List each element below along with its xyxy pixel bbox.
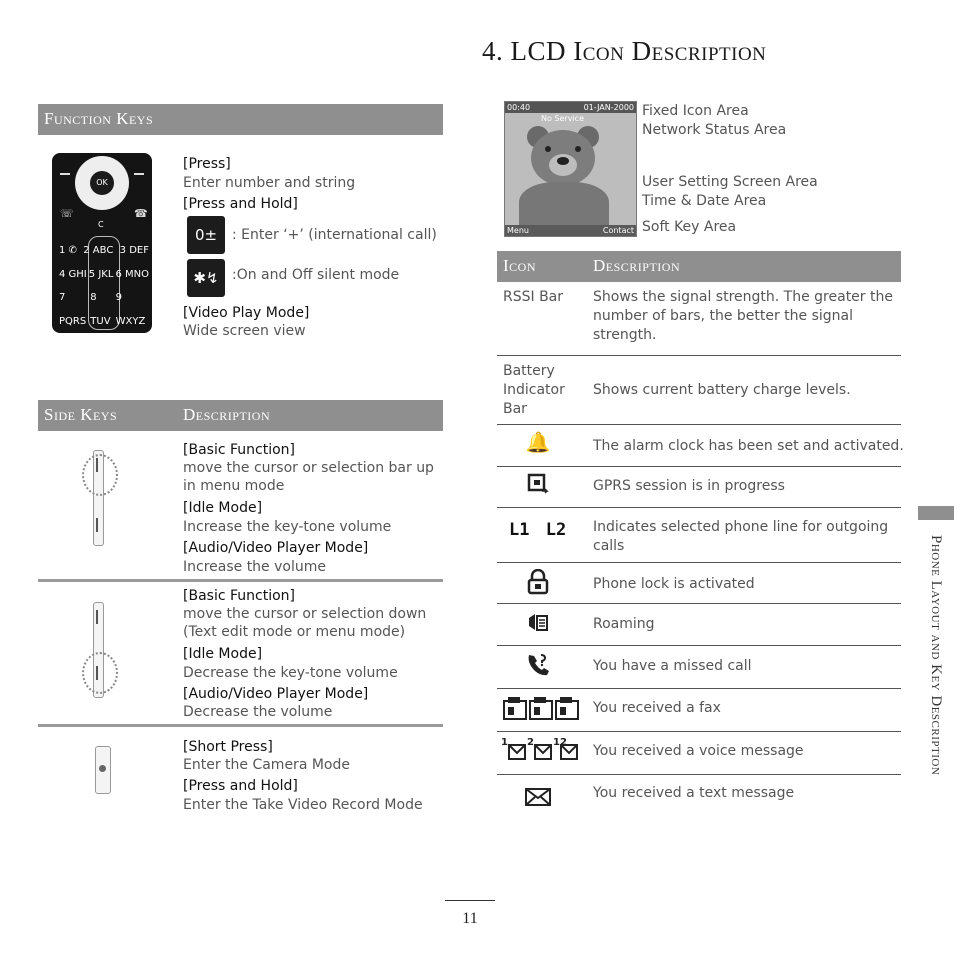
key-star: ✱ ↯ xyxy=(59,339,79,350)
bear-nose xyxy=(557,157,569,165)
description-column-title: Description xyxy=(593,256,681,275)
lock-icon xyxy=(498,569,578,600)
press-hold-label: [Press and Hold] xyxy=(183,196,298,212)
side-separator-2 xyxy=(38,724,443,727)
table-row-divider xyxy=(497,507,901,508)
video-play-label: [Video Play Mode] xyxy=(183,305,310,321)
table-row-divider xyxy=(497,731,901,732)
send-key-icon: ☏ xyxy=(60,207,74,220)
side-keys-title: Side Keys xyxy=(44,405,118,424)
lcd-label-network-status-area: Network Status Area xyxy=(642,122,787,138)
side-block-1-desc-2: Increase the key-tone volume xyxy=(183,519,392,535)
page-title: 4. LCD Icon Description xyxy=(482,36,767,66)
side-block-2-desc-3: Decrease the volume xyxy=(183,704,333,720)
gprs-icon xyxy=(498,472,578,501)
alarm-description: The alarm clock has been set and activated. xyxy=(593,438,904,454)
side-block-1-desc-1: move the cursor or selection bar up in menu mode xyxy=(183,460,434,494)
table-row-divider xyxy=(497,645,901,646)
side-block-1-desc-3: Increase the volume xyxy=(183,559,326,575)
voice-line-12-label: 12 xyxy=(553,737,567,748)
gprs-description: GPRS session is in progress xyxy=(593,478,785,494)
voice-line-2-label: 2 xyxy=(527,737,534,748)
page-number: 11 xyxy=(462,910,478,927)
side-block-3-desc-1: Enter the Camera Mode xyxy=(183,757,350,773)
ok-key: OK xyxy=(90,171,114,195)
lcd-label-soft-key-area: Soft Key Area xyxy=(642,219,737,235)
side-tab-marker xyxy=(918,506,954,520)
side-block-1-label-2: [Idle Mode] xyxy=(183,500,263,516)
bear-eye-left xyxy=(545,146,551,152)
press-label: [Press] xyxy=(183,156,231,172)
lcd-softkey-bar xyxy=(505,225,636,236)
table-row-divider xyxy=(497,688,901,689)
side-separator-1 xyxy=(38,579,443,582)
key-1: 1 ✆ xyxy=(59,245,77,256)
camera-key-image xyxy=(95,746,111,794)
key-9: 9 WXYZ xyxy=(115,292,146,327)
fax-icon xyxy=(502,695,582,723)
voice-message-description: You received a voice message xyxy=(593,743,804,759)
side-block-1-label-1: [Basic Function] xyxy=(183,442,295,458)
voice-line-1-label: 1 xyxy=(501,737,508,748)
right-softkey xyxy=(134,173,144,175)
side-block-2-label-2: [Idle Mode] xyxy=(183,646,263,662)
key-0: 0 ± xyxy=(95,339,113,350)
bear-eye-right xyxy=(575,146,581,152)
icon-column-title: Icon xyxy=(503,256,536,275)
zero-key-description: : Enter ‘+’ (international call) xyxy=(232,227,437,243)
rssi-description: Shows the signal strength. The greater the number of bars, the better the signal strength. xyxy=(593,289,893,343)
table-row-divider xyxy=(497,562,901,563)
side-block-2-label-3: [Audio/Video Player Mode] xyxy=(183,686,369,702)
key-5: 5 JKL xyxy=(88,268,114,280)
table-row-divider xyxy=(497,774,901,775)
side-block-3-desc-2: Enter the Take Video Record Mode xyxy=(183,797,423,813)
side-block-2-label-1: [Basic Function] xyxy=(183,588,295,604)
table-row-divider xyxy=(497,466,901,467)
lcd-date: 01-JAN-2000 xyxy=(583,103,634,112)
function-keys-header xyxy=(38,104,443,135)
battery-description: Shows current battery charge levels. xyxy=(593,382,851,398)
side-keys-header xyxy=(38,400,443,431)
left-softkey xyxy=(60,173,70,175)
icon-table-header xyxy=(497,251,901,282)
missed-call-icon xyxy=(498,651,578,682)
table-row-divider xyxy=(497,355,901,356)
volume-up-key-image xyxy=(90,450,108,546)
lock-description: Phone lock is activated xyxy=(593,576,755,592)
key-3: 3 DEF xyxy=(119,245,149,256)
side-block-1-label-3: [Audio/Video Player Mode] xyxy=(183,540,369,556)
line-2-icon: L2 xyxy=(545,520,567,540)
lcd-label-user-setting-area: User Setting Screen Area xyxy=(642,174,818,190)
side-block-2-desc-1: move the cursor or selection down (Text edit mode or menu mode) xyxy=(183,606,427,640)
lcd-network-status: No Service xyxy=(541,114,584,123)
table-row-divider xyxy=(497,424,901,425)
lcd-softkey-left: Menu xyxy=(507,226,529,235)
roaming-icon xyxy=(498,610,578,639)
key-6: 6 MNO xyxy=(115,268,149,280)
camera-key-icon xyxy=(99,765,106,772)
line-l1-l2-icon xyxy=(509,520,566,540)
lcd-status-bar xyxy=(505,102,636,113)
lcd-time: 00:40 xyxy=(507,103,531,112)
key-hash: # ⊸ xyxy=(129,339,149,350)
lcd-softkey-right: Contact xyxy=(602,226,634,235)
keypad-image xyxy=(52,153,152,350)
key-7: 7 PQRS xyxy=(59,292,87,327)
side-block-3-label-2: [Press and Hold] xyxy=(183,778,298,794)
key-4: 4 GHI xyxy=(59,268,87,280)
table-row-divider xyxy=(497,603,901,604)
end-key-icon: ☎ xyxy=(134,207,148,220)
lcd-label-fixed-icon-area: Fixed Icon Area xyxy=(642,103,749,119)
icon-rssi-label: RSSI Bar xyxy=(503,289,564,305)
text-message-description: You received a text message xyxy=(593,785,795,801)
side-block-2-desc-2: Decrease the key-tone volume xyxy=(183,665,398,681)
clear-key: C xyxy=(98,220,104,229)
roaming-description: Roaming xyxy=(593,616,655,632)
function-keys-title: Function Keys xyxy=(44,109,154,128)
text-message-icon xyxy=(498,786,578,813)
star-silent-key-icon: ✱↯ xyxy=(187,259,225,297)
zero-plus-key-icon: 0± xyxy=(187,216,225,254)
bell-icon: 🔔 xyxy=(525,430,551,454)
key-2: 2 ABC xyxy=(83,245,114,256)
icon-battery-label: Battery Indicator Bar xyxy=(503,363,565,417)
lcd-label-time-date-area: Time & Date Area xyxy=(642,193,767,209)
key-8: 8 TUV xyxy=(90,292,111,327)
keypad-keys xyxy=(59,239,149,357)
voice-message-icon xyxy=(501,737,581,765)
star-key-description: :On and Off silent mode xyxy=(232,267,400,283)
video-play-description: Wide screen view xyxy=(183,323,306,339)
press-description: Enter number and string xyxy=(183,175,356,191)
page-number-rule xyxy=(445,900,495,901)
line-1-icon: L1 xyxy=(509,520,530,540)
volume-down-key-image xyxy=(90,602,108,698)
side-keys-description-title: Description xyxy=(183,405,271,424)
missed-call-description: You have a missed call xyxy=(593,658,752,674)
side-tab-text xyxy=(925,535,945,805)
side-tab-label: Phone Layout and Key Description xyxy=(928,535,944,776)
side-block-3-label-1: [Short Press] xyxy=(183,739,273,755)
lcd-screen-image xyxy=(504,101,637,237)
line-description: Indicates selected phone line for outgoing calls xyxy=(593,519,889,554)
fax-description: You received a fax xyxy=(593,700,721,716)
